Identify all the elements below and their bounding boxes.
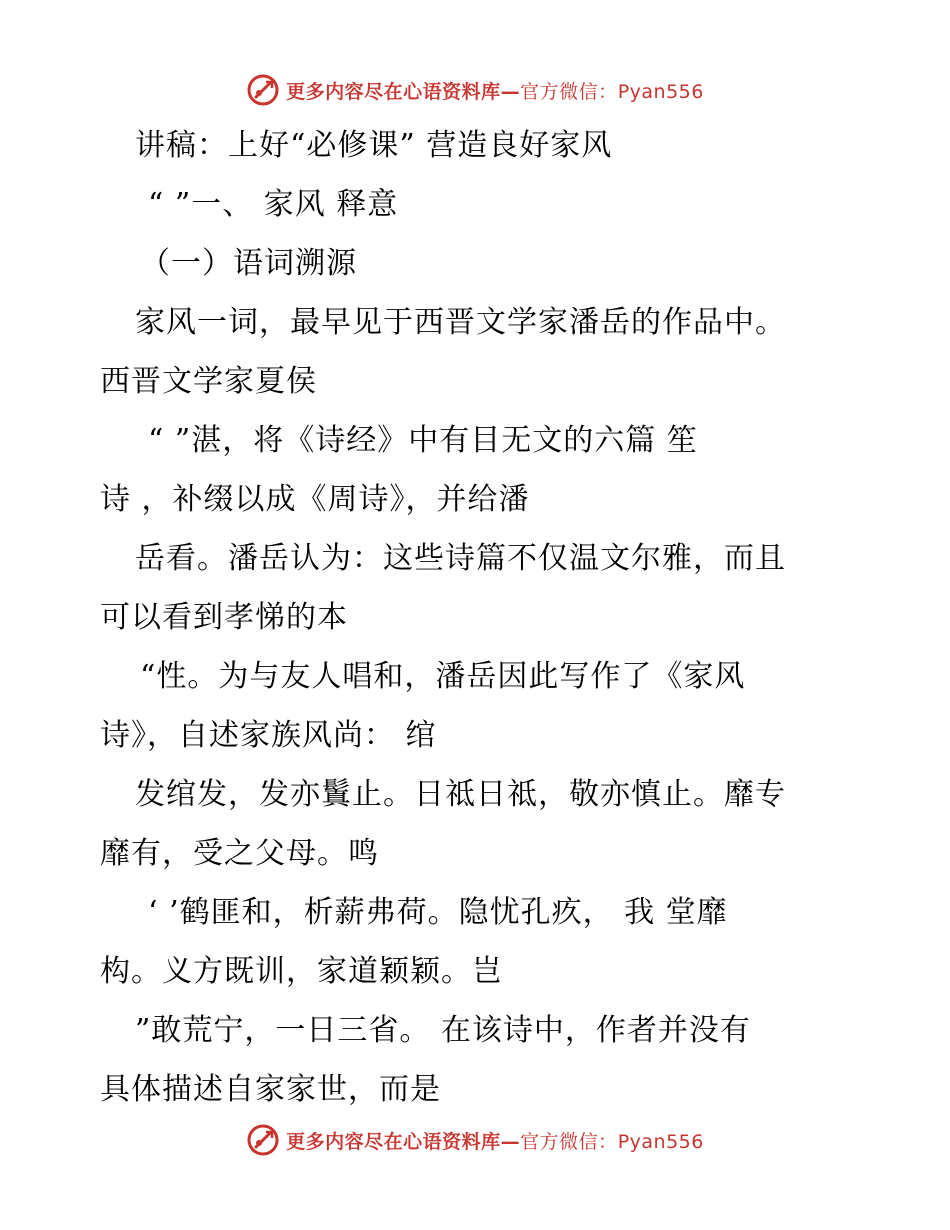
banner-dash: —	[500, 1130, 521, 1153]
document-title: 讲稿：上好“必修课” 营造良好家风	[135, 128, 613, 163]
banner-wechat-id: Pyan556	[617, 80, 704, 103]
paragraph-line: “ ”湛，将《诗经》中有目无文的六篇 笙	[148, 423, 698, 458]
footer-banner	[0, 1120, 950, 1160]
paragraph-line: 构。义方既训，家道颖颖。岂	[100, 954, 503, 989]
paragraph-line: “性。为与友人唱和，潘岳因此写作了《家风	[140, 659, 746, 694]
paragraph-line: 具体描述自家家世，而是	[100, 1072, 441, 1107]
paragraph-line: ‘ ’鹤匪和，析薪弗荷。隐忧孔疚， 我 堂靡	[148, 895, 728, 930]
banner-wechat-label: 官方微信：	[520, 1130, 618, 1153]
header-banner-text	[286, 77, 704, 104]
paragraph-line: 靡有，受之父母。鸣	[100, 836, 379, 871]
brand-logo-icon	[246, 1123, 280, 1157]
paragraph-line: 西晋文学家夏侯	[100, 364, 317, 399]
paragraph-line: 诗》，自述家族风尚： 绾	[100, 718, 437, 753]
banner-wechat-label: 官方微信：	[520, 80, 618, 103]
subsection-heading: （一）语词溯源	[140, 246, 357, 281]
paragraph-line: 诗 ，补缀以成《周诗》，并给潘	[100, 482, 530, 517]
footer-banner-text	[286, 1127, 704, 1154]
paragraph-line: 岳看。潘岳认为：这些诗篇不仅温文尔雅，而且	[135, 541, 786, 576]
header-banner	[0, 70, 950, 110]
banner-dash: —	[500, 80, 521, 103]
paragraph-line: 可以看到孝悌的本	[100, 600, 348, 635]
banner-promo-text: 更多内容尽在心语资料库	[286, 80, 501, 103]
banner-wechat-id: Pyan556	[617, 1130, 704, 1153]
paragraph-line: ”敢荒宁，一日三省。 在该诗中，作者并没有	[135, 1013, 751, 1048]
paragraph-line: 家风一词，最早见于西晋文学家潘岳的作品中。	[135, 305, 786, 340]
brand-logo-icon	[246, 73, 280, 107]
paragraph-line: 发绾发，发亦鬒止。日祗日祗，敬亦慎止。靡专	[135, 777, 786, 812]
section-heading: “ ”一、 家风 释意	[148, 187, 399, 222]
banner-promo-text: 更多内容尽在心语资料库	[286, 1130, 501, 1153]
